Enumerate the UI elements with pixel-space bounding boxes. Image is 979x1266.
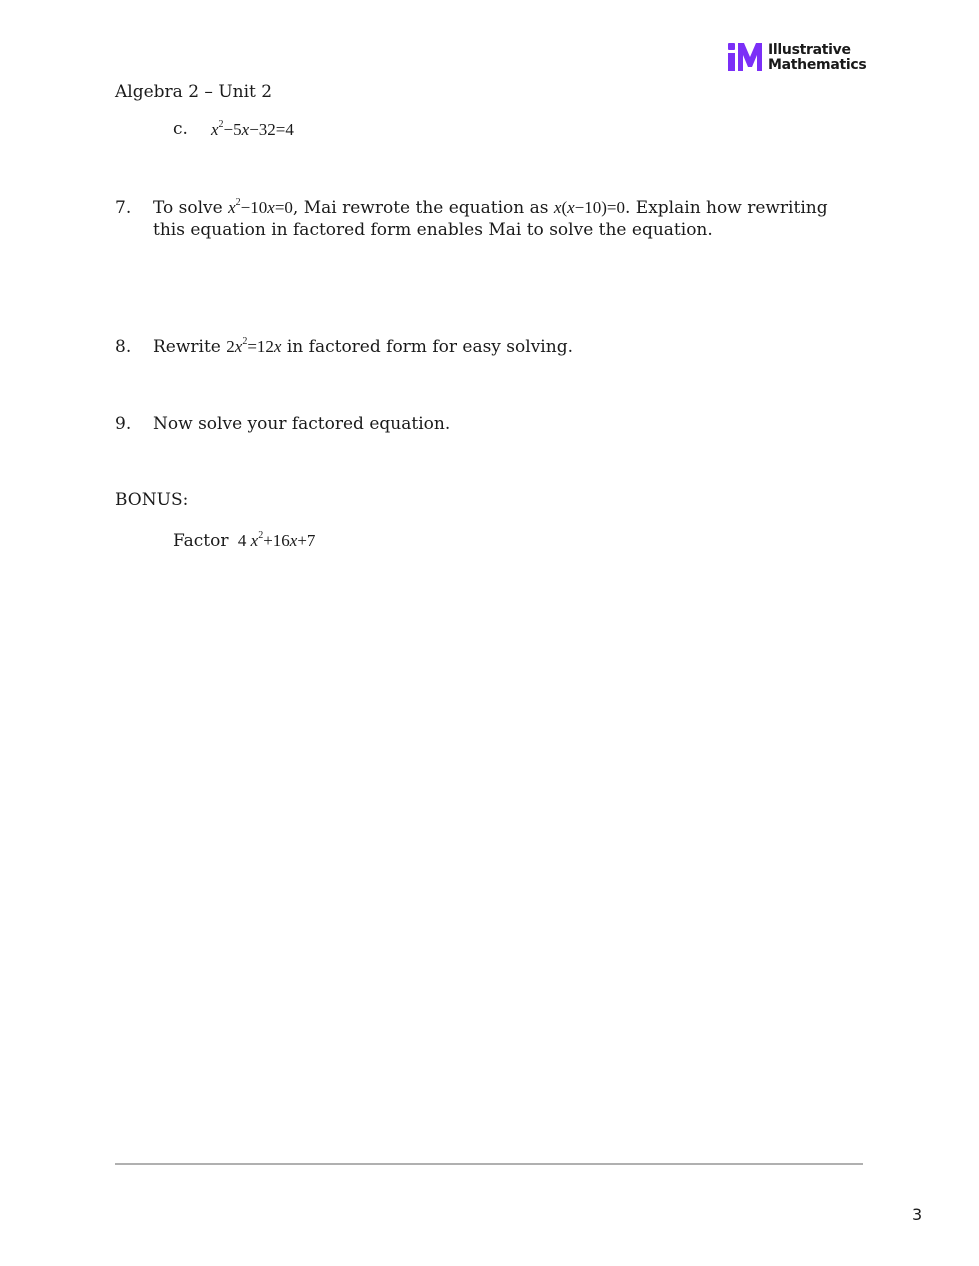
bonus-heading: BONUS: [115,490,189,510]
question-9: 9. Now solve your factored equation. [115,414,451,434]
question-8-number: 8. [115,337,132,357]
illustrative-mathematics-logo [727,42,866,74]
question-8: 8. Rewrite $2x^2=12x$ in factored form for easy solving. [115,336,573,357]
item-c-label: c. [173,119,188,139]
question-7-line-2: this equation in factored form enables Mai to solve the equation. [153,220,713,240]
page-number: 3 [912,1205,923,1224]
logo-text-line1: Illustrative [768,42,851,58]
footer-divider [115,1163,863,1165]
question-9-number: 9. [115,414,132,434]
question-7-number: 7. [115,198,132,218]
question-7-equation-1: $x^2-10x=0$ [228,197,293,217]
item-c-equation: $x^2-5x-32=4$ [211,119,294,139]
im-logo-mark-icon [727,42,763,74]
question-8-equation: $2x^2=12x$ [226,336,282,356]
question-7: 7. To solve $x^2-10x=0$, Mai rewrote the equation as x(x−10)=0. Explain how rewriting [115,197,828,218]
bonus-expression: 4 $x^2+16x+7$ [237,530,316,550]
document-header: Algebra 2 – Unit 2 [115,82,273,102]
logo-text-line2: Mathematics [768,57,867,73]
bonus-question: Factor 4 $x^2+16x+7$ [173,530,316,551]
question-7-equation-2: x(x−10)=0 [553,198,625,217]
